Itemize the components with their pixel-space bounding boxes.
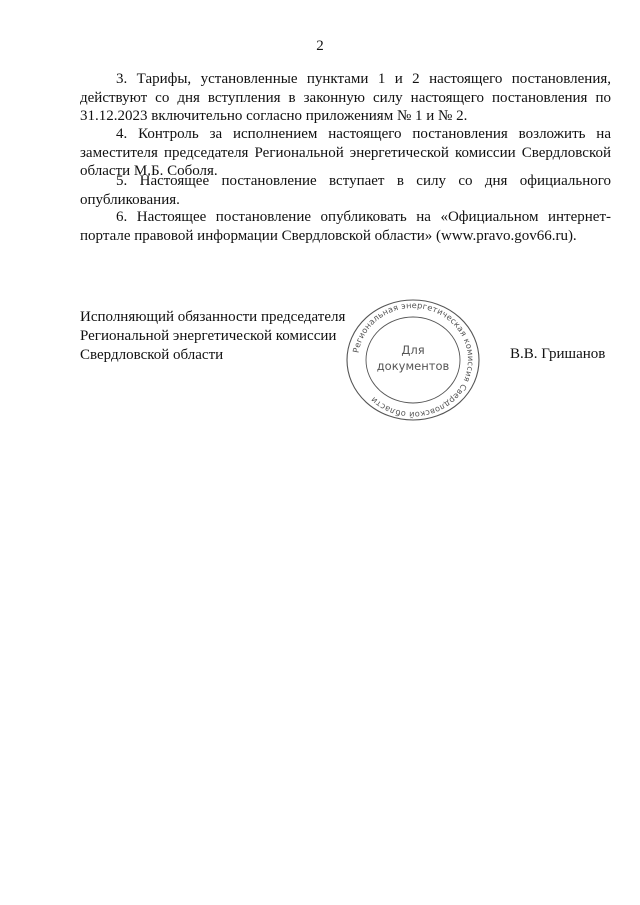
stamp-center-line-1: Для bbox=[401, 343, 425, 357]
stamp-ring-text: Региональная энергетическая комиссия Свердловской области bbox=[350, 299, 477, 421]
stamp-seal bbox=[342, 298, 484, 422]
signature-position-line: Исполняющий обязанности председателя bbox=[80, 309, 346, 325]
signature-name: В.В. Гришанов bbox=[510, 346, 606, 362]
paragraph-tariffs: 3. Тарифы, установленные пунктами 1 и 2 настоящего постановления, действуют со дня вступления в законную силу настоящего постановления по 31.12.2023 включительно согласно приложениям № 1 и № 2. bbox=[80, 71, 611, 124]
paragraph-effective-date: 5. Настоящее постановление вступает в силу со дня официального опубликования. bbox=[80, 173, 611, 208]
signature-position bbox=[80, 308, 360, 365]
stamp-center-line-2: документов bbox=[376, 359, 450, 373]
signature-position-line: Свердловской области bbox=[80, 347, 224, 363]
page-number: 2 bbox=[316, 38, 324, 54]
signature-position-line: Региональной энергетической комиссии bbox=[80, 328, 337, 344]
paragraph-control: 4. Контроль за исполнением настоящего постановления возложить на заместителя председателя Региональной энергетической комиссии Свердловской области М.Б. Соболя. bbox=[80, 126, 611, 179]
paragraph-publication: 6. Настоящее постановление опубликовать на «Официальном интернет-портале правовой информации Свердловской области» (www.pravo.gov66.ru). bbox=[80, 209, 611, 244]
